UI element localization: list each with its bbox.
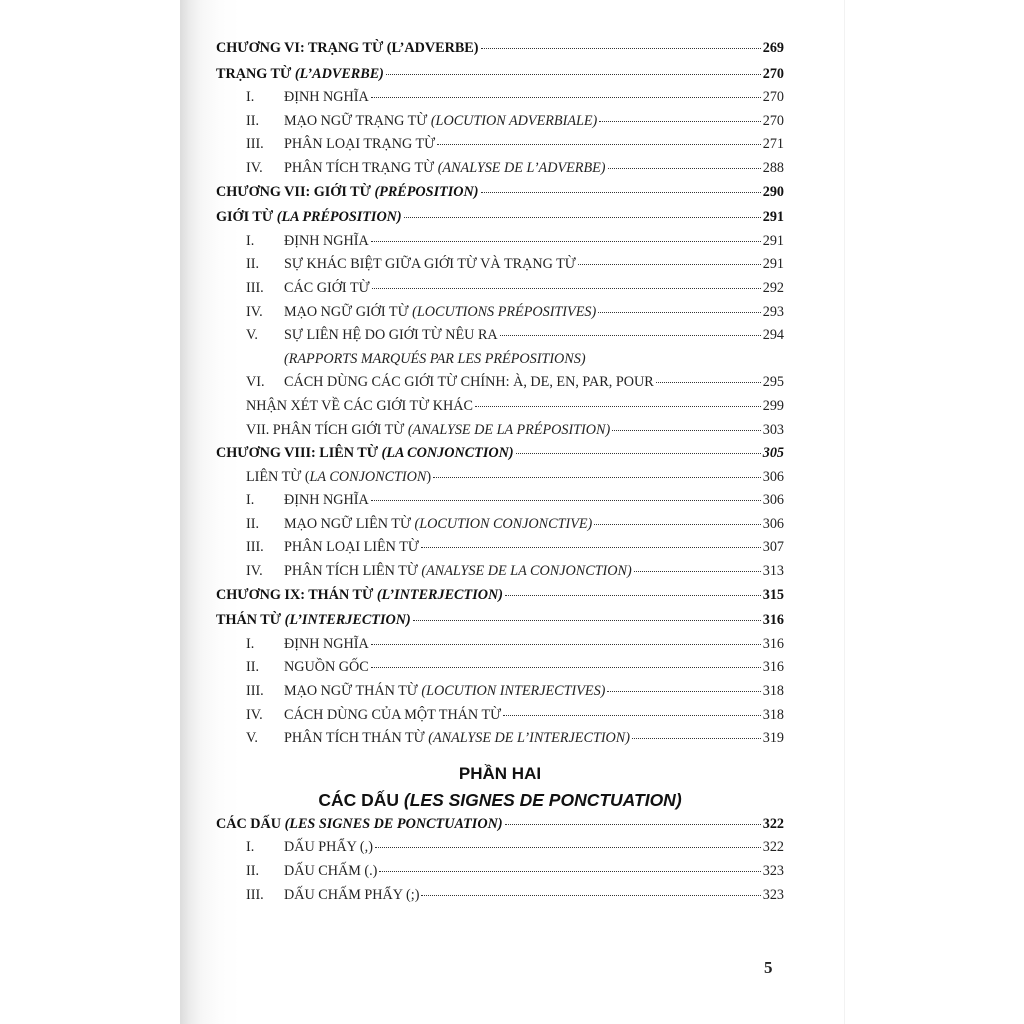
- dot-leader: [375, 846, 761, 848]
- toc-entry-page: 323: [762, 886, 784, 903]
- toc-entry-title-text: CHƯƠNG VIII: LIÊN TỪ: [216, 445, 382, 462]
- toc-entry-title: [246, 419, 610, 443]
- toc-entry-title-text: THÁN TỪ: [216, 612, 285, 629]
- dot-leader: [599, 120, 760, 122]
- toc-entry: [216, 37, 784, 61]
- toc-entry-title: [284, 836, 373, 860]
- toc-entry-number: II.: [246, 863, 259, 879]
- toc-entry-title-text: CÁCH DÙNG CỦA MỘT THÁN TỪ: [284, 706, 502, 723]
- dot-leader: [404, 216, 761, 218]
- toc-entry-title: [284, 277, 370, 301]
- toc-entry-title-text: CHƯƠNG IX: THÁN TỪ: [216, 586, 377, 603]
- toc-entry: [216, 609, 784, 633]
- toc-entry-number: II.: [246, 515, 259, 532]
- toc-entry-title: [216, 37, 479, 61]
- toc-entry-page: 291: [762, 256, 784, 273]
- toc-entry-page: 306: [762, 468, 784, 485]
- toc-entry-page: 322: [762, 839, 784, 856]
- toc-entry-title-italic: (LOCUTIONS PRÉPOSITIVES): [412, 303, 597, 320]
- toc-entry: [216, 301, 784, 325]
- toc-entry-page: 318: [762, 683, 784, 700]
- dot-leader: [656, 381, 761, 383]
- toc-entry-title: [216, 813, 503, 837]
- toc-entry: [216, 884, 784, 908]
- toc-entry-page: 270: [762, 89, 784, 106]
- dot-leader: [371, 240, 761, 242]
- toc-entry: [216, 86, 784, 110]
- toc-entry-number: V.: [246, 730, 258, 747]
- dot-leader: [634, 570, 761, 572]
- toc-entry-number: III.: [246, 886, 264, 903]
- toc-entry: [216, 206, 784, 230]
- toc-entry: [216, 157, 784, 181]
- toc-entry-title-text: CHƯƠNG VI: TRẠNG TỪ (L’ADVERBE): [216, 40, 479, 56]
- dot-leader: [371, 643, 761, 645]
- toc-entry-page: 315: [762, 586, 784, 603]
- toc-entry: [216, 133, 784, 157]
- toc-entry-number: I.: [246, 232, 255, 249]
- toc-entry-number: IV.: [246, 563, 263, 580]
- toc-main-list: [216, 37, 784, 751]
- toc-entry-page: 307: [762, 539, 784, 556]
- toc-entry-title-text: CÁC GIỚI TỪ: [284, 279, 370, 296]
- part-heading: PHẦN HAI: [458, 763, 542, 783]
- toc-entry-page: 305: [762, 445, 784, 462]
- toc-entry-number: II.: [246, 112, 259, 129]
- toc-entry-title: [216, 181, 479, 205]
- toc-entry-number: I.: [246, 492, 255, 509]
- toc-entry-title-italic: (ANALYSE DE LA CONJONCTION): [421, 563, 632, 580]
- dot-leader: [379, 870, 760, 872]
- toc-entry-title-italic: (LES SIGNES DE PONCTUATION): [284, 815, 503, 832]
- toc-entry-title: [284, 656, 369, 680]
- part-title: [216, 789, 784, 811]
- toc-entry-title-text: LIÊN TỪ (: [246, 468, 310, 485]
- toc-entry-page: 322: [762, 815, 784, 832]
- toc-entry-title-text: SỰ LIÊN HỆ DO GIỚI TỪ NÊU RA: [284, 327, 498, 344]
- toc-entry: [216, 513, 784, 537]
- toc-entry-title-text: DẤU CHẤM PHẨY (;): [284, 886, 420, 903]
- toc-entry-page: 303: [762, 421, 784, 438]
- toc-entry-page: 313: [762, 563, 784, 580]
- toc-entry-title-italic: (LOCUTION ADVERBIALE): [430, 112, 598, 129]
- toc-entry-number: VI.: [246, 374, 265, 391]
- toc-entry-number: IV.: [246, 303, 263, 320]
- page-number: 5: [764, 958, 773, 977]
- toc-entry: [216, 560, 784, 584]
- toc-entry-title: [284, 230, 369, 254]
- toc-entry: [216, 253, 784, 277]
- toc-entry-title: [284, 489, 369, 513]
- toc-entry-title-italic: (ANALYSE DE L’INTERJECTION): [428, 730, 630, 747]
- part-title-text: CÁC DẤU: [318, 789, 404, 810]
- dot-leader: [578, 263, 761, 265]
- toc-entry-title: [284, 371, 654, 395]
- toc-entry-title-text: CHƯƠNG VII: GIỚI TỪ: [216, 183, 375, 200]
- dot-leader: [433, 476, 761, 478]
- toc-entry-title: [216, 206, 402, 230]
- dot-leader: [481, 191, 761, 193]
- dot-leader: [594, 523, 760, 525]
- toc-entry: [216, 110, 784, 134]
- toc-entry-title-text: CÁC DẤU: [216, 815, 285, 832]
- toc-entry-title-italic: (LOCUTION CONJONCTIVE): [414, 515, 593, 532]
- toc-entry-number: I.: [246, 839, 255, 856]
- toc-entry: [216, 63, 784, 87]
- toc-entry-number: V.: [246, 327, 258, 344]
- toc-entry-page: 316: [762, 612, 784, 629]
- toc-entry: [216, 836, 784, 860]
- dot-leader: [500, 334, 761, 336]
- toc-entry-title: [284, 560, 632, 584]
- toc-part-list: [216, 813, 784, 907]
- toc-entry-title: [284, 536, 419, 560]
- toc-entry-title-text: DẤU PHẨY (,): [284, 839, 373, 856]
- toc-entry-title-suffix: ): [426, 468, 432, 485]
- toc-entry-title: [284, 133, 435, 157]
- dot-leader: [503, 714, 761, 716]
- toc-entry-title-italic: (PRÉPOSITION): [374, 183, 479, 200]
- toc-entry-title: [216, 63, 384, 87]
- toc-entry: [216, 704, 784, 728]
- dot-leader: [608, 167, 761, 169]
- toc-entry-title-italic: (ANALYSE DE L’ADVERBE): [437, 159, 606, 176]
- toc-entry-page: 290: [762, 183, 784, 200]
- toc-entry-title-text: ĐỊNH NGHĨA: [284, 232, 369, 249]
- toc-entry-title-text: TRẠNG TỪ: [216, 65, 295, 82]
- toc-entry-title-text: ĐỊNH NGHĨA: [284, 492, 369, 509]
- toc-entry-page: 270: [762, 112, 784, 129]
- toc-entry: [216, 656, 784, 680]
- toc-entry: [216, 395, 784, 419]
- dot-leader: [413, 619, 761, 621]
- toc-entry-number: I.: [246, 89, 255, 106]
- toc-entry-title-text: NGUỒN GỐC: [284, 659, 369, 676]
- toc-entry-title: [216, 584, 503, 608]
- toc-entry-title-text: PHÂN LOẠI TRẠNG TỪ: [284, 136, 436, 153]
- toc-entry: [216, 633, 784, 657]
- toc-entry-title-italic: (LA CONJONCTION): [381, 445, 514, 462]
- toc-entry-number: IV.: [246, 706, 263, 723]
- dot-leader: [421, 546, 761, 548]
- toc-entry-title: [216, 609, 411, 633]
- toc-entry-title-italic: (LOCUTION INTERJECTIVES): [421, 683, 606, 700]
- dot-leader: [437, 143, 761, 145]
- toc-entry-page: 306: [762, 515, 784, 532]
- toc-entry-title-italic: (L’ADVERBE): [294, 65, 384, 82]
- toc-entry: [216, 371, 784, 395]
- toc-entry-number: II.: [246, 256, 259, 273]
- toc-entry: [216, 181, 784, 205]
- toc-entry-number: III.: [246, 539, 264, 556]
- toc-entry-page: 293: [762, 303, 784, 320]
- toc-entry: [216, 727, 784, 751]
- toc-entry-title-text: CÁCH DÙNG CÁC GIỚI TỪ CHÍNH: À, DE, EN, PAR, POUR: [284, 374, 654, 391]
- toc-entry: [216, 324, 784, 348]
- toc-entry-title: [246, 466, 431, 490]
- toc-entry: [216, 348, 784, 372]
- toc-entry: [216, 489, 784, 513]
- toc-entry-title-italic: (LA PRÉPOSITION): [276, 209, 402, 226]
- toc-entry-title: [284, 704, 501, 728]
- toc-entry: [216, 466, 784, 490]
- dot-leader: [481, 47, 761, 49]
- toc-entry-title: [216, 442, 514, 466]
- toc-entry-title-text: MẠO NGỮ LIÊN TỪ: [284, 515, 415, 532]
- toc-entry-page: 292: [762, 279, 784, 296]
- toc-entry: [216, 536, 784, 560]
- toc-entry-number: III.: [246, 136, 264, 153]
- toc-entry-title-italic: (L’INTERJECTION): [284, 612, 411, 629]
- dot-leader: [612, 429, 760, 431]
- toc-entry-continuation: (RAPPORTS MARQUÉS PAR LES PRÉPOSITIONS): [284, 350, 586, 367]
- toc-entry-page: 318: [762, 706, 784, 723]
- toc-entry-title-text: GIỚI TỪ: [216, 209, 277, 226]
- toc-entry-number: III.: [246, 683, 264, 700]
- toc-entry-title: [284, 253, 576, 277]
- toc-entry: [216, 442, 784, 466]
- toc-entry-title: [284, 727, 630, 751]
- toc-entry-title-italic: (ANALYSE DE LA PRÉPOSITION): [407, 421, 611, 438]
- toc-entry-page: 294: [762, 327, 784, 344]
- toc-entry-page: 295: [762, 374, 784, 391]
- toc-entry-title: [284, 633, 369, 657]
- toc-entry: [216, 277, 784, 301]
- toc-entry-title: [284, 86, 369, 110]
- toc-entry-page: 291: [762, 232, 784, 249]
- toc-entry-number: IV.: [246, 159, 263, 176]
- toc-entry-title-text: SỰ KHÁC BIỆT GIỮA GIỚI TỪ VÀ TRẠNG TỪ: [284, 256, 576, 273]
- part-title-italic: (LES SIGNES DE PONCTUATION): [403, 789, 682, 810]
- toc-entry-title-italic: (L’INTERJECTION): [376, 586, 503, 603]
- toc-entry: [216, 680, 784, 704]
- toc-entry-title: [284, 884, 419, 908]
- dot-leader: [516, 452, 761, 454]
- toc-entry-title: [284, 157, 606, 181]
- dot-leader: [421, 894, 760, 896]
- dot-leader: [607, 690, 760, 692]
- toc-entry-title-text: NHẬN XÉT VỀ CÁC GIỚI TỪ KHÁC: [246, 397, 473, 414]
- toc-entry-number: II.: [246, 659, 259, 676]
- table-of-contents: [216, 37, 784, 907]
- toc-entry: [216, 584, 784, 608]
- toc-entry-title-text: MẠO NGỮ THÁN TỪ: [284, 683, 422, 700]
- toc-entry-title-text: PHÂN TÍCH THÁN TỪ: [284, 730, 429, 747]
- toc-entry-page: 270: [762, 65, 784, 82]
- toc-entry: [216, 813, 784, 837]
- toc-entry-title-text: DẤU CHẤM (.): [284, 863, 378, 879]
- toc-entry-title-text: PHÂN LOẠI LIÊN TỪ: [284, 539, 419, 556]
- toc-entry-title: [246, 395, 473, 419]
- toc-entry-title: [284, 110, 597, 134]
- dot-leader: [372, 287, 761, 289]
- toc-entry-page: 299: [762, 397, 784, 414]
- toc-entry-title: [284, 324, 498, 348]
- dot-leader: [598, 311, 761, 313]
- toc-entry-title-text: PHÂN TÍCH LIÊN TỪ: [284, 563, 422, 580]
- toc-entry-number: III.: [246, 279, 264, 296]
- toc-entry-page: 319: [762, 730, 784, 747]
- dot-leader: [475, 405, 761, 407]
- toc-entry: [216, 860, 784, 884]
- toc-entry-page: 306: [762, 492, 784, 509]
- toc-entry: [216, 419, 784, 443]
- dot-leader: [386, 73, 761, 75]
- toc-entry-title: [284, 680, 605, 704]
- dot-leader: [505, 823, 761, 825]
- toc-entry-page: 323: [762, 863, 784, 879]
- dot-leader: [371, 666, 761, 668]
- toc-entry-number: I.: [246, 635, 255, 652]
- toc-entry-title-text: ĐỊNH NGHĨA: [284, 89, 369, 106]
- toc-entry-title-text: PHÂN TÍCH TRẠNG TỪ: [284, 159, 438, 176]
- toc-entry-page: 316: [762, 635, 784, 652]
- dot-leader: [632, 737, 761, 739]
- dot-leader: [371, 499, 761, 501]
- toc-entry-page: 291: [762, 209, 784, 226]
- toc-entry-title-text: VII. PHÂN TÍCH GIỚI TỪ: [246, 421, 408, 438]
- toc-entry-title-text: MẠO NGỮ GIỚI TỪ: [284, 303, 413, 320]
- dot-leader: [505, 594, 761, 596]
- toc-entry-page: 269: [762, 40, 784, 56]
- toc-entry: [216, 230, 784, 254]
- toc-entry-title-text: MẠO NGỮ TRẠNG TỪ: [284, 112, 431, 129]
- toc-entry-page: 288: [762, 159, 784, 176]
- toc-entry-title: [284, 301, 596, 325]
- dot-leader: [371, 96, 761, 98]
- toc-entry-title: [284, 860, 377, 884]
- toc-entry-title: [284, 513, 592, 537]
- toc-entry-page: 271: [762, 136, 784, 153]
- toc-entry-title-italic: LA CONJONCTION: [309, 468, 427, 485]
- toc-entry-page: 316: [762, 659, 784, 676]
- toc-entry-title-text: ĐỊNH NGHĨA: [284, 635, 369, 652]
